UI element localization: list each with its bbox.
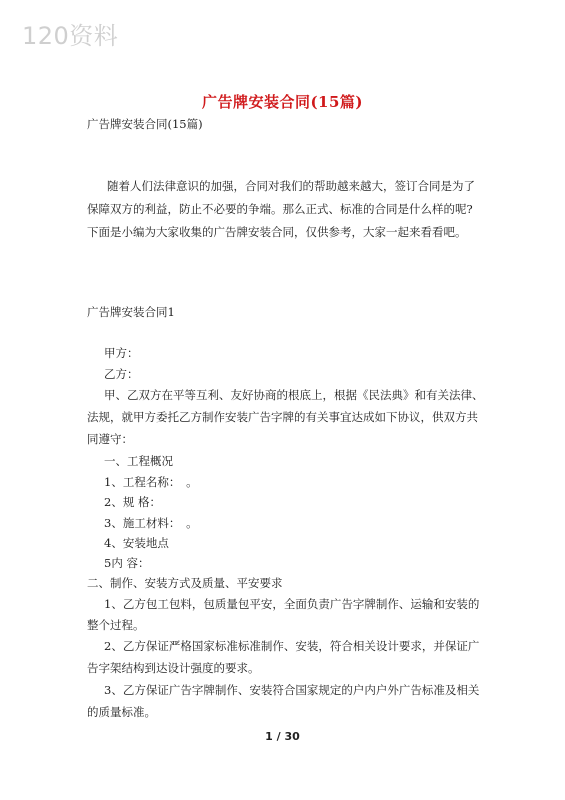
body-line: 3、施工材料： 。	[104, 516, 198, 530]
body-line: 3、乙方保证广告字牌制作、安装符合国家规定的户内户外广告标准及相关	[104, 683, 480, 697]
body-line: 2、乙方保证严格国家标准标准制作、安装，符合相关设计要求，并保证广	[104, 639, 480, 653]
page-number: 1 / 30	[265, 730, 300, 743]
body-line: 1、乙方包工包料，包质量包平安，全面负责广告字牌制作、运输和安装的	[104, 597, 480, 611]
body-line: 的质量标准。	[87, 705, 156, 719]
body-line: 告字架结构到达设计强度的要求。	[87, 661, 260, 675]
watermark-logo: 120资料	[22, 22, 119, 50]
document-title: 广告牌安装合同(15篇)	[201, 93, 364, 111]
body-line: 甲、乙双方在平等互利、友好协商的根底上，根据《民法典》和有关法律、	[104, 388, 484, 402]
intro-line-2: 保障双方的利益，防止不必要的争端。那么正式、标准的合同是什么样的呢?	[87, 202, 473, 216]
body-line: 二、制作、安装方式及质量、平安要求	[87, 576, 283, 590]
body-line: 4、安装地点	[104, 536, 169, 550]
body-line: 甲方：	[104, 346, 139, 360]
section-heading: 广告牌安装合同1	[87, 305, 175, 319]
body-line: 2、规 格：	[104, 495, 161, 509]
body-line: 法规，就甲方委托乙方制作安装广告字牌的有关事宜达成如下协议，供双方共	[87, 410, 478, 424]
body-line: 1、工程名称： 。	[104, 475, 198, 489]
body-line: 一、工程概况	[104, 454, 173, 468]
body-line: 5内 容：	[104, 556, 150, 570]
body-line: 同遵守：	[87, 432, 133, 446]
intro-line-1: 随着人们法律意识的加强，合同对我们的帮助越来越大，签订合同是为了	[107, 179, 475, 193]
intro-line-3: 下面是小编为大家收集的广告牌安装合同，仅供参考，大家一起来看看吧。	[87, 225, 467, 239]
document-subtitle: 广告牌安装合同(15篇)	[87, 117, 203, 131]
body-line: 整个过程。	[87, 618, 145, 632]
body-line: 乙方：	[104, 367, 139, 381]
